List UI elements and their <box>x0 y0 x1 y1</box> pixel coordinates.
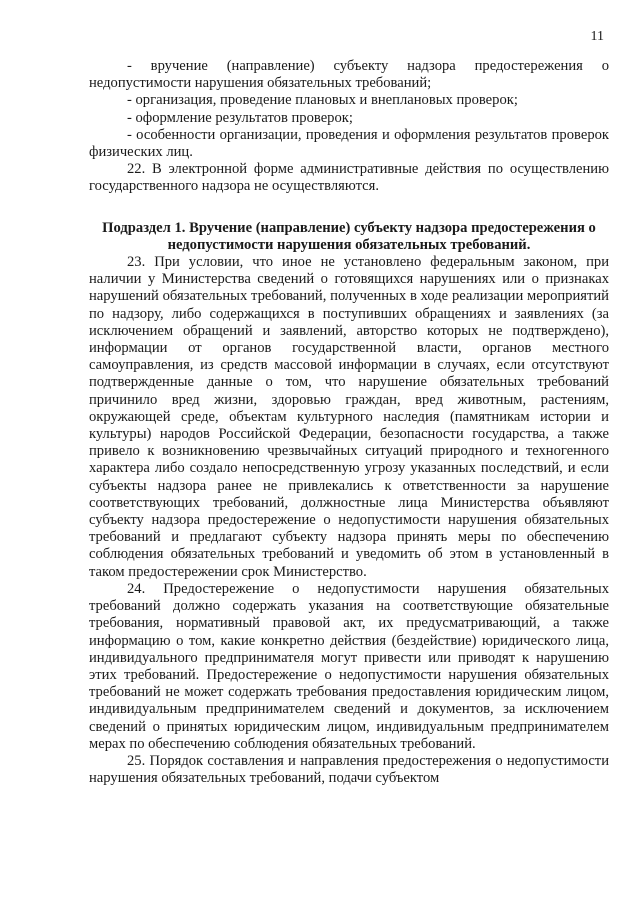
list-item-inspections: - организация, проведение плановых и внеплановых проверок; <box>127 92 518 109</box>
paragraph-24: 24. Предостережение о недопустимости нарушения обязательных требований должно содержать указания на соответствующие обязательные требования, нормативный правовой акт, их предусматривающий, а также информацию о том, какие конкретно действия (бездействие) юридического лица, индивидуального предпринимателя могут привести или приводят к нарушению этих требований. Предостережение о недопустимости нарушения обязательных требований не может содержать требования предоставления юридическим лицом, индивидуальным предпринимателем сведений и документов, за исключением сведений о принятых юридическим лицом, индивидуальным предпринимателем мерах по обеспечению соблюдения обязательных требований. <box>89 580 609 752</box>
page-number: 11 <box>590 29 604 44</box>
paragraph-22: 22. В электронной форме административные действия по осуществлению государственного надзора не осуществляются. <box>89 161 609 195</box>
document-body <box>89 58 609 787</box>
paragraph-23: 23. При условии, что иное не установлено федеральным законом, при наличии у Министерства сведений о готовящихся нарушениях или о признаках нарушений обязательных требований, полученных в ходе реализации мероприятий по надзору, либо содержащихся в поступивших обращениях и заявлениях (за исключением обращений и заявлений, авторство которых не подтверждено), информации от органов государственной власти, органов местного самоуправления, из средств массовой информации в случаях, если отсутствуют подтвержденные данные о том, что нарушение обязательных требований причинило вред жизни, здоровью граждан, вред животным, растениям, окружающей среде, объектам культурного наследия (памятникам истории и культуры) народов Российской Федерации, безопасности государства, а также привело к возникновению чрезвычайных ситуаций природного и техногенного характера либо создало непосредственную угрозу указанных последствий, и если субъекты надзора ранее не привлекались к ответственности за нарушение соответствующих требований, должностные лица Министерства объявляют субъекту надзора предостережение о недопустимости нарушения обязательных требований и предлагают субъекту надзора принять меры по обеспечению соблюдения обязательных требований и уведомить об этом в установленный в таком предостережении срок Министерство. <box>89 254 609 580</box>
list-item-warning: - вручение (направление) субъекту надзора предостережения о недопустимости нарушения обязательных требований; <box>89 58 609 92</box>
list-item-individuals: - особенности организации, проведения и оформления результатов проверок физических лиц. <box>89 126 609 161</box>
list-item-results: - оформление результатов проверок; <box>127 109 353 126</box>
subsection-heading: Подраздел 1. Вручение (направление) субъекту надзора предостережения о недопустимости нарушения обязательных требований. <box>102 219 596 253</box>
paragraph-25: 25. Порядок составления и направления предостережения о недопустимости нарушения обязательных требований, подачи субъектом <box>89 752 609 787</box>
